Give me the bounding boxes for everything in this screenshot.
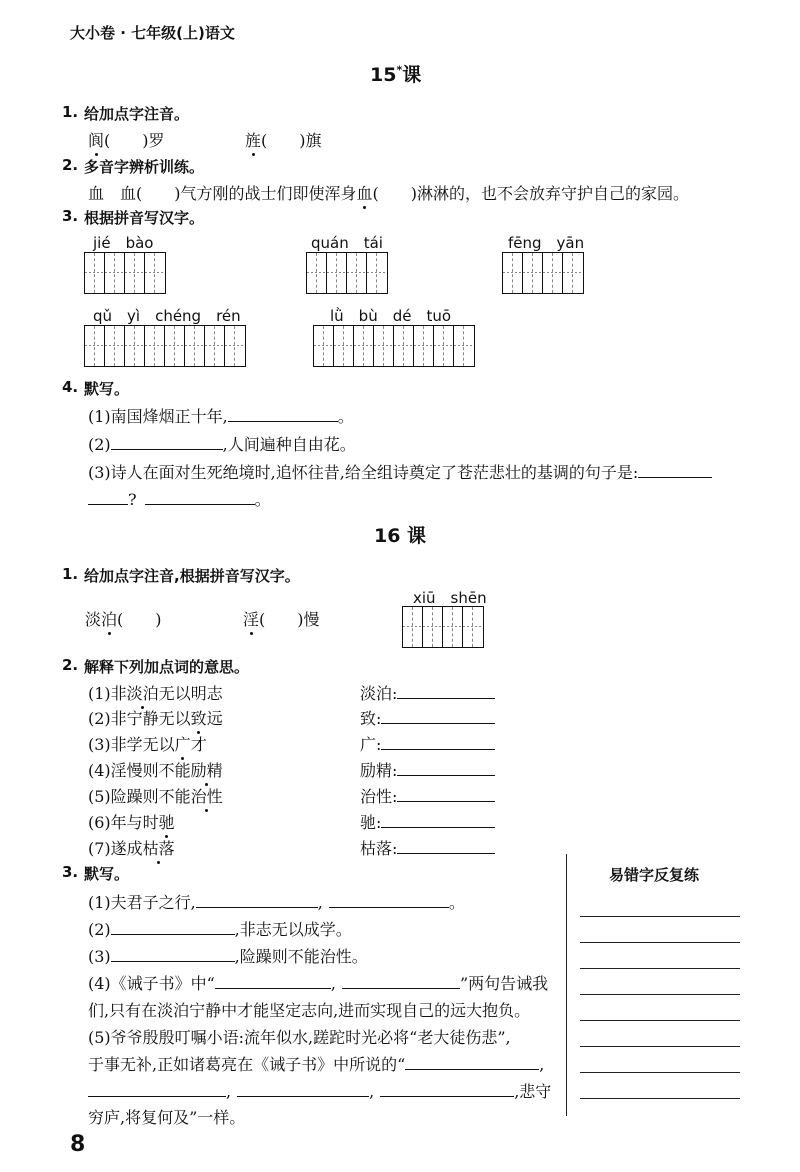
l16-q3-line3: (3) ,险躁则不能治性。 xyxy=(88,947,368,966)
practice-sidebar xyxy=(566,854,751,1116)
blank[interactable] xyxy=(145,490,255,505)
writing-grid-fengyan[interactable] xyxy=(502,252,584,294)
pinyin-lvbudetuo: lǜ bù dé tuō xyxy=(330,307,452,325)
blank[interactable] xyxy=(342,974,460,989)
l16-q3-line4: (4)《诫子书》中“ , ”两句告诫我 xyxy=(88,974,549,993)
l16-q2-item: (3)非学无以广才 xyxy=(88,732,207,755)
l16-q1-number: 1. xyxy=(62,565,79,583)
l15-q4-line1: (1)南国烽烟正十年, 。 xyxy=(88,407,354,426)
l16-q1-prompt: 给加点字注音,根据拼音写汉字。 xyxy=(84,567,300,585)
l15-q4-line3: (3)诗人在面对生死绝境时,追怀往昔,给全组诗奠定了苍茫悲壮的基调的句子是: xyxy=(88,460,712,483)
l16-q2-answer: 治性: xyxy=(360,784,495,807)
writing-grid-quantai[interactable] xyxy=(306,252,388,294)
practice-line[interactable] xyxy=(580,1072,740,1073)
writing-grid-jiebao[interactable] xyxy=(84,252,166,294)
l16-q2-item: (1)非淡泊无以明志 xyxy=(88,681,223,704)
l16-q2-item: (4)淫慢则不能励精 xyxy=(88,758,223,781)
blank[interactable] xyxy=(111,920,235,935)
l15-q4-line2: (2) ,人间遍种自由花。 xyxy=(88,435,356,454)
l16-q2-answer: 枯落: xyxy=(360,836,495,859)
pinyin-jiebao: jié bào xyxy=(93,234,154,252)
l15-q1-item1: 阆( )罗 xyxy=(88,128,165,151)
l16-q1-item-yinman: 淫( )慢 xyxy=(243,607,320,630)
l16-q3-line1: (1)夫君子之行, , 。 xyxy=(88,893,465,912)
writing-grid-lvbudetuo[interactable] xyxy=(313,325,475,367)
l16-q3-line8: , , ,悲守 xyxy=(88,1079,551,1102)
blank[interactable] xyxy=(228,407,338,422)
l16-q2-prompt: 解释下列加点词的意思。 xyxy=(84,658,250,676)
l16-q2-item: (6)年与时驰 xyxy=(88,810,175,833)
blank[interactable] xyxy=(237,1082,369,1097)
l15-q4-number: 4. xyxy=(62,378,79,396)
pinyin-xiushen: xiū shēn xyxy=(413,589,487,607)
l16-q2-answer: 致: xyxy=(360,706,495,729)
lesson-16-title: 16 课 xyxy=(374,525,427,547)
l16-q3-line2: (2) ,非志无以成学。 xyxy=(88,920,352,939)
practice-line[interactable] xyxy=(580,968,740,969)
l16-q3-number: 3. xyxy=(62,863,79,881)
blank[interactable] xyxy=(329,893,449,908)
l15-q1-prompt: 给加点字注音。 xyxy=(84,105,190,123)
pinyin-quyichengren: qǔ yì chéng rén xyxy=(93,307,241,325)
l15-q2-number: 2. xyxy=(62,156,79,174)
l16-q2-item: (5)险躁则不能治性 xyxy=(88,784,223,807)
blank[interactable] xyxy=(638,463,712,478)
l16-q2-item: (7)遂成枯落 xyxy=(88,836,175,859)
practice-line[interactable] xyxy=(580,942,740,943)
pinyin-fengyan: fēng yān xyxy=(508,234,585,252)
l16-q2-answer: 广: xyxy=(360,732,495,755)
l15-q3-number: 3. xyxy=(62,207,79,225)
pinyin-quantai: quán tái xyxy=(311,234,383,252)
blank[interactable] xyxy=(397,839,495,854)
blank[interactable] xyxy=(381,709,495,724)
lesson-15-title: 15*课 xyxy=(370,63,422,86)
l16-q2-answer: 驰: xyxy=(360,810,495,833)
l15-q3-prompt: 根据拼音写汉字。 xyxy=(84,209,205,227)
l16-q3-line5: 们,只有在淡泊宁静中才能坚定志向,进而实现自己的远大抱负。 xyxy=(88,1001,531,1020)
blank[interactable] xyxy=(196,893,318,908)
l16-q3-line9: 穷庐,将复何及”一样。 xyxy=(88,1108,246,1127)
blank[interactable] xyxy=(111,435,223,450)
blank[interactable] xyxy=(397,684,495,699)
page-number: 8 xyxy=(70,1132,86,1157)
l15-q2-prompt: 多音字辨析训练。 xyxy=(84,158,205,176)
l15-q4-line4: ? 。 xyxy=(88,487,271,510)
l15-q2-sentence: 血 血( )气方刚的战士们即使浑身血( )淋淋的，也不会放弃守护自己的家园。 xyxy=(88,181,689,204)
blank[interactable] xyxy=(380,1082,514,1097)
l16-q3-prompt: 默写。 xyxy=(84,865,130,883)
running-header: 大小卷 · 七年级(上)语文 xyxy=(70,24,235,42)
blank[interactable] xyxy=(215,974,331,989)
blank[interactable] xyxy=(111,947,235,962)
l15-q1-number: 1. xyxy=(62,103,79,121)
blank[interactable] xyxy=(405,1055,539,1070)
blank[interactable] xyxy=(88,490,128,505)
writing-grid-quyichengren[interactable] xyxy=(84,325,246,367)
practice-sidebar-title: 易错字反复练 xyxy=(609,866,700,884)
l16-q3-line6: (5)爷爷殷殷叮嘱小语:流年似水,蹉跎时光必将“老大徒伤悲”, xyxy=(88,1028,511,1047)
l15-q1-item2: 旌( )旗 xyxy=(245,128,322,151)
practice-line[interactable] xyxy=(580,916,740,917)
blank[interactable] xyxy=(381,735,495,750)
l16-q2-answer: 励精: xyxy=(360,758,495,781)
practice-line[interactable] xyxy=(580,1098,740,1099)
writing-grid-xiushen[interactable] xyxy=(402,606,484,648)
l15-q4-prompt: 默写。 xyxy=(84,380,130,398)
blank[interactable] xyxy=(381,813,495,828)
practice-line[interactable] xyxy=(580,1020,740,1021)
l16-q1-item-danbo: 淡泊( ) xyxy=(85,607,162,630)
l16-q2-item: (2)非宁静无以致远 xyxy=(88,706,223,729)
blank[interactable] xyxy=(397,761,495,776)
l16-q2-number: 2. xyxy=(62,656,79,674)
practice-line[interactable] xyxy=(580,1046,740,1047)
practice-line[interactable] xyxy=(580,994,740,995)
l16-q2-answer: 淡泊: xyxy=(360,681,495,704)
blank[interactable] xyxy=(88,1082,226,1097)
l16-q3-line7: 于事无补,正如诸葛亮在《诫子书》中所说的“ , xyxy=(88,1055,545,1074)
blank[interactable] xyxy=(397,787,495,802)
